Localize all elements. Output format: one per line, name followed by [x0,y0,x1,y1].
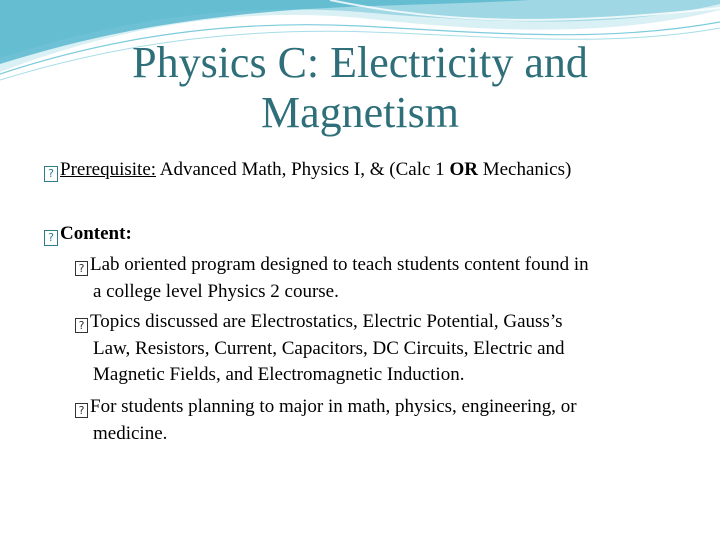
sub-bullet-icon: ? [75,318,88,333]
prerequisite-or: OR [449,159,478,180]
content-item-line: Topics discussed are Electrostatics, Electric Potential, Gauss’s [90,311,563,332]
content-bullet [44,222,704,246]
bullet-icon: ? [44,230,58,246]
content-item [75,252,705,305]
prerequisite-bullet [44,158,704,182]
sub-bullet-icon: ? [75,403,88,418]
content-item [75,309,705,389]
content-item-line: Lab oriented program designed to teach students content found in [90,254,589,275]
prerequisite-label: Prerequisite: [60,159,157,180]
content-item-line: a college level Physics 2 course. [93,280,339,302]
title-line-2: Magnetism [261,88,459,137]
title-line-1: Physics C: Electricity and [132,38,588,87]
content-item-line: medicine. [93,422,168,444]
sub-bullet-icon: ? [75,261,88,276]
content-label: Content: [60,223,132,244]
prerequisite-text-end: Mechanics) [482,159,572,180]
bullet-icon: ? [44,166,58,182]
slide-title [0,38,720,138]
content-item-line: Law, Resistors, Current, Capacitors, DC Circuits, Electric and [93,337,565,359]
prerequisite-text: Advanced Math, Physics I, & (Calc 1 [159,159,445,180]
content-item [75,394,705,447]
content-item-line: Magnetic Fields, and Electromagnetic Induction. [93,364,465,385]
content-item-line: For students planning to major in math, physics, engineering, or [90,396,577,417]
